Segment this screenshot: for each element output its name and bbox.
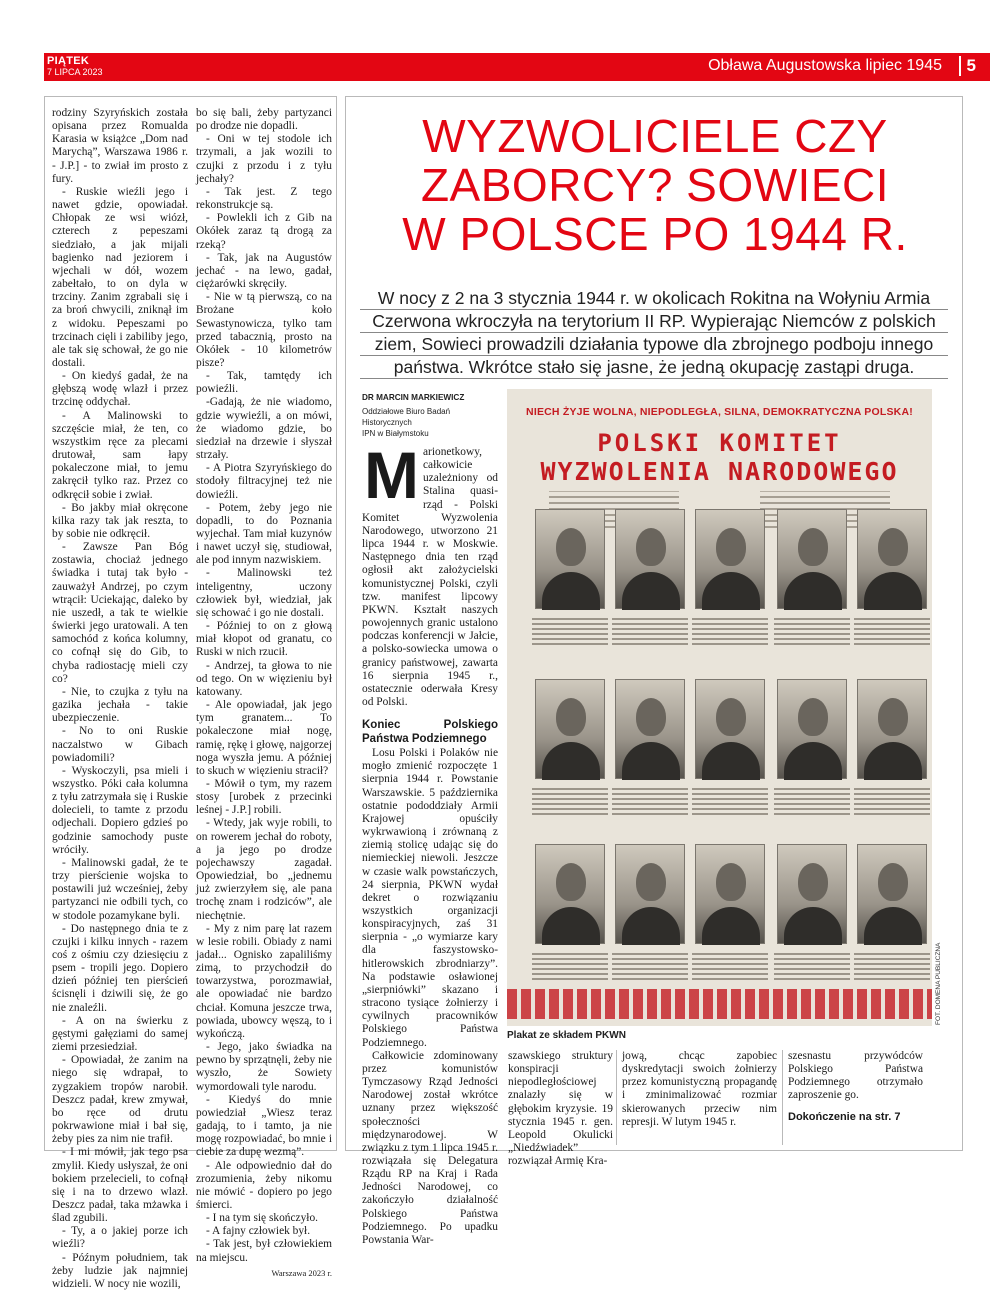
interview-paragraph: - A fajny człowiek był. [206,1225,311,1238]
interview-paragraph: - Wtedy, jak wyje robili, to on rowerem jechał do roboty, a ja jego po drodze pojechawszy zagadał. Opowiedział, bo „jednemu już zwierzyłem się, ale pana trochę znam i rodziców”, ale niechętnie. [196,817,332,922]
article-paragraph: Losu Polski i Polaków nie mogło zmienić rozpoczęte 1 sierpnia 1944 r. Powstanie Warszawskie. 5 października ostatnie pododdziały Armii Krajowej opuściły wykrwawioną i zrównaną z ziemią stolicę udając się do niemieckiej niewoli. Jeszcze w czasie walk powstańczych, 24 sierpnia, PKWN wydał dekret o rozwiązaniu wszystkich organizacji konspiracyjnych, zaś 31 sierpnia - „o wymiarze kary dla faszystowsko-hitlerowskich zbrodniarzy”. Na podstawie osławionej „sierpniówki” skazano i stracono tysiące żołnierzy i cywilnych pracowników Polskiego Państwa Podziemnego. [362,747,498,1049]
interview-paragraph: - Malinowski gadał, że te trzy pierścienie wojska to postawili już wcześniej, żeby partyzanci nie odbili tych, co w stodole pozamykane byli. [52,856,188,922]
article-subhead: Koniec Polskiego Państwa Podziemnego [362,719,498,745]
poster-portrait-caption [774,615,850,648]
poster-portrait [777,844,847,944]
affiliation-line: Oddziałowe Biuro Badań Historycznych [362,407,451,427]
lead-line: W nocy z 2 na 3 stycznia 1944 r. w okolicach Rokitna na Wołyniu Armia [360,287,948,310]
interview-paragraph: -Gadają, że nie wiadomo, gdzie wywieźli, a on mówi, że wiadomo gdzie, bo siedział na drzewie i słyszał strzały. [196,396,332,462]
poster-portrait-caption [692,785,768,818]
interview-paragraph: - No to oni Ruskie naczalstwo w Gibach powiadomili? [52,725,188,764]
photo-credit: FOT. DOMENA PUBLICZNA [935,942,942,1025]
poster-portrait [857,679,927,779]
poster-portrait [777,509,847,609]
column-rule [616,1050,617,1145]
author-affiliation [362,406,502,439]
column-rule [782,1050,783,1145]
interview-paragraph: bo się bali, żeby partyzanci po drodze nie dopadli. [196,107,332,133]
poster-portrait-caption [854,785,930,818]
header-section-title: Obława Augustowska lipiec 1945 [708,57,942,74]
poster-slogan: NIECH ŻYJE WOLNA, NIEPODLEGŁA, SILNA, DEMOKRATYCZNA POLSKA! [526,406,913,418]
author-name: DR MARCIN MARKIEWICZ [362,393,465,402]
poster-portrait-caption [532,615,608,648]
interview-paragraph: - Opowiadał, że zanim na niego się wdrapał, to zygzakiem tropów narobił. Deszcz padał, krew zmywał, bo ręce od drutu pokrwawione miał i bał się, żeby pies za nim nie trafił. [52,1054,188,1146]
article-column-3 [622,1050,777,1129]
interview-paragraph: - On kiedyś gadał, że na głębszą wodę wlazł i przez trzcinę oddychał. [52,370,188,409]
interview-paragraph: - I mi mówił, jak tego psa zmylił. Kiedy usłyszał, że oni bokiem przelecieli, to cofnął się i na to drzewo wlazł. Deszcz padał, taka mżawka i ślad zgubili. [52,1146,188,1225]
interview-paragraph: - Ruskie wieźli jego i nawet gdzie, opowiadał. Chłopak ze wsi wiózł, czterech z pepeszami siedziało, a jak mijali bagienko nad jeziorem i wjechali w dół, wozem zabełtało, to on dyla w trzciny. Zanim zgrabali się i za broń chwycili, zniknął im z widoku. Pepeszami po trzcinach cięli i zabiliby jego, ale tak się schował, że go nie dostali. [52,185,188,369]
continuation-note: Dokończenie na str. 7 [788,1110,901,1123]
poster-portrait [695,679,765,779]
poster-portrait [535,844,605,944]
lead-line: Czerwona wkroczyła na terytorium II RP. Wypierając Niemców z polskich [360,310,948,333]
poster-caption: Plakat ze składem PKWN [507,1030,626,1041]
poster-portrait [615,509,685,609]
interview-paragraph: - Wyskoczyli, psa mieli i wszystko. Póki cała kolumna z tyłu zatrzymała się i Ruskie dolecieli, to tamte z przodu odjechali. Dopiero gdzieś po godzinie samochody puste wróciły. [52,764,188,856]
poster-portrait-caption [692,615,768,648]
article-paragraph: szesnastu przywódców Polskiego Państwa Podziemnego otrzymało zaproszenie go. [788,1050,923,1102]
interview-paragraph: - Jego, jako świadka na pewno by sprzątnęli, żeby nie wyszło, że Sowiety wymordowali tyle narodu. [196,1041,332,1093]
interview-paragraph: - Ale opowiadał, jak jego tym granatem... To pokaleczone miał nogę, ramię, rękę i głowę, najgorzej noga wyszła jemu. A później to skuch w więzieniu stracił? [196,699,332,777]
article-paragraph: jową, chcąc zapobiec dyskredytacji swoich żołnierzy przez komunistyczną propagandę i zminimalizować rozmiar skierowanych przeciw nim represji. W lutym 1945 r. [622,1050,777,1128]
first-paragraph-text: arionetkowy, całkowicie uzależniony od Stalina quasi-rząd - Polski Komitet Wyzwolenia Narodowego, utworzono 21 lipca 1944 r. w Moskwie. Następnego dnia ten rząd ogłosił akt założycielski komunistycznej Polski, czyli tzw. manifest lipcowy PKWN. Kształt naszych powojennych granic ustalono podczas konferencji w Jałcie, a polsko-sowiecka umowa o granicy państwowej, zawarta 16 sierpnia 1945 r., ostatecznie oderwała Kresy od Polski. [362,446,498,708]
interview-paragraph: - Późnym południem, tak żeby ludzie jak najmniej widzieli. W nocy nie wozili, [52,1251,188,1290]
interview-paragraph: - Powlekli ich z Gib na Okółek zaraz tą drogą za rzeką? [196,212,332,251]
article-first-paragraph [362,438,498,709]
lead-line: państwa. Wkrótce stało się jasne, że jedną okupację zastąpi druga. [360,356,948,379]
interview-paragraph: - I na tym się skończyło. [206,1212,318,1225]
header-date: 7 LIPCA 2023 [47,67,103,77]
poster-portrait [535,509,605,609]
poster-portrait [777,679,847,779]
poster-portrait [615,844,685,944]
article-headline [380,112,930,258]
drop-cap: M [364,438,419,512]
interview-paragraph: - Nie w tą pierwszą, co na Brożane koło Sewastynowicza, tylko tam przed tabacznią, prosto na Okółek - 10 kilometrów pisze? [196,291,332,369]
interview-paragraph: - Potem, żeby jego nie dopadli, to do Poznania wyjechał. Tam miał kuzynów i nawet uczył się, studiował, ale pod innym nazwiskiem. [196,501,332,567]
affiliation-line: IPN w Białymstoku [362,429,429,438]
article-paragraph: Całkowicie zdominowany przez komunistów Tymczasowy Rząd Jedności Narodowej został wkrótce uznany przez większość społeczności międzynarodowej. W związku z tym 1 lipca 1945 r. rozwiązała się Delegatura Rządu RP na Kraj i Rada Jedności Narodowej, co zakończyło działalność Polskiego Państwa Podziemnego. Po upadku Powstania War- [362,1049,498,1246]
interview-paragraph: rodziny Szyryńskich została opisana przez Romualda Karasia w książce „Dom nad Marychą”, Warszawa 1986 r. - J.P.] - to zwiał im prosto z fury. [52,107,188,185]
poster-title-line-1: POLSKI KOMITET [597,429,842,457]
interview-paragraph: - A Piotra Szyryńskiego do stodoły filtracyjnej też nie dowieźli. [196,462,332,501]
interview-paragraph: - Do następnego dnia te z czujki i kilku innych - razem coś z ośmiu czy dziesięciu z psem - tropili jego. Dopiero dzień później ten pierścień ścisnęli i dziwili się, że go nie znaleźli. [52,922,188,1014]
interview-paragraph: - Mówił o tym, my razem stosy [urobek z przecinki leśnej - J.P.] robili. [196,777,332,817]
poster-portrait [615,679,685,779]
article-column-1 [362,438,498,1247]
interview-paragraph: - My z nim parę lat razem w lesie robili. Obiady z nami jadał... Ognisko zapaliliśmy zimą, to przychodził do towarzystwa, porozmawiał, ale opowiadać nie bardzo chciał. Komuna jeszcze trwa, powiada, ubowcy węszą, to i wykończą. [196,922,332,1040]
interview-paragraph: - Tak, jak na Augustów jechać - na lewo, gadał, ciężarówki skręciły. [196,251,332,291]
interview-paragraph: - Bo jakby miał okręcone kilka razy tak jak reszta, to by sobie nie odkręcił. [52,501,188,540]
poster-ornament [507,989,932,1019]
headline-line: WYZWOLICIELE CZY [422,110,888,162]
page-number: 5 [959,56,976,76]
poster-portrait [857,844,927,944]
interview-paragraph: - Później to on z głową miał kłopot od granatu, co Ruski w nich rzucił. [196,620,332,659]
poster-title-line-2: WYZWOLENIA NARODOWEGO [540,457,899,486]
article-lead [360,287,948,379]
poster-portrait-caption [774,950,850,983]
poster-portrait [695,509,765,609]
interview-paragraph: - Malinowski też inteligentny, uczony człowiek był, wiedział, jak się schować i go nie dostali. [196,567,332,619]
poster-portrait-caption [612,785,688,818]
interview-signoff: Warszawa 2023 r. [271,1267,332,1278]
poster-portrait-caption [532,950,608,983]
byline [362,393,502,439]
poster-portrait-caption [854,950,930,983]
poster-portrait-caption [612,950,688,983]
interview-paragraph: - Ale odpowiednio dał do zrozumienia, żeby nikomu nie mówić - dopiero po jego śmierci. [196,1159,332,1211]
header-day: PIĄTEK [47,55,90,67]
poster-portrait-caption [692,950,768,983]
article-column-4 [788,1050,923,1123]
interview-paragraph: - Andrzej, ta głowa to nie od tego. On w więzieniu był katowany. [196,659,332,698]
poster-portrait-caption [612,615,688,648]
interview-paragraph: - A Malinowski to szczęście miał, że ten, co wszystkim ręce za plecami drutował, sam łapy pokaleczone miał, to jemu zakręcił tylko raz. Przez co odkręcił sobie i zwiał. [52,409,188,501]
interview-column-2 [196,107,332,1280]
interview-paragraph: - Tak jest, był człowiekiem na miejscu. [196,1238,332,1264]
poster-portrait [695,844,765,944]
poster-portrait-caption [532,785,608,818]
poster-portrait-caption [854,615,930,648]
headline-line: ZABORCY? SOWIECI [420,158,890,211]
interview-paragraph: - Zawsze Pan Bóg zostawia, chociaż jednego świadka i tutaj tak było - zauważył Andrzej, po czym wtrącił: Uciekając, daleko by nie uszedł, a tak te wielkie świerki jego uratowali. A ten samochód z końca kolumny, co cofnął się do Gib, to chyba radiostację mieli czy co? [52,541,188,685]
page-header [0,0,990,84]
interview-paragraph: - Oni w tej stodole ich trzymali, a jak wozili to czujki z przodu i z tyłu jechały? [196,133,332,185]
interview-column-1 [52,107,188,1291]
interview-paragraph: - A on na świerku z gęstymi gałęziami do samej ziemi przesiedział. [52,1014,188,1054]
article-column-2 [508,1050,613,1168]
interview-paragraph: - Nie, to czujka z tyłu na gazika jechała - takie ubezpieczenie. [52,685,188,725]
article-paragraph: szawskiego struktury konspiracji niepodległościowej znalazły się w głębokim kryzysie. 19 stycznia 1945 r. gen. Leopold Okulicki „Niedźwiadek” rozwiązał Armię Kra- [508,1050,613,1168]
lead-line: ziem, Sowieci prowadzili działania typowe dla zbrojnego podboju innego [360,333,948,356]
interview-paragraph: - Ty, a o jakiej porze ich wieźli? [52,1225,188,1251]
interview-paragraph: - Kiedyś do mnie powiedział „Wiesz teraz gadają, to i tamto, ja nie mogę rozpowiadać, bo mnie i ciebie za dupę wezmą”. [196,1093,332,1159]
pkwn-poster-image [507,389,932,1026]
poster-portrait [857,509,927,609]
interview-paragraph: - Tak jest. Z tego rekonstrukcje są. [196,185,332,212]
poster-portrait [535,679,605,779]
headline-line: W POLSCE PO 1944 R. [402,207,908,260]
poster-portrait-caption [774,785,850,818]
interview-paragraph: - Tak, tamtędy ich powieźli. [196,370,332,396]
